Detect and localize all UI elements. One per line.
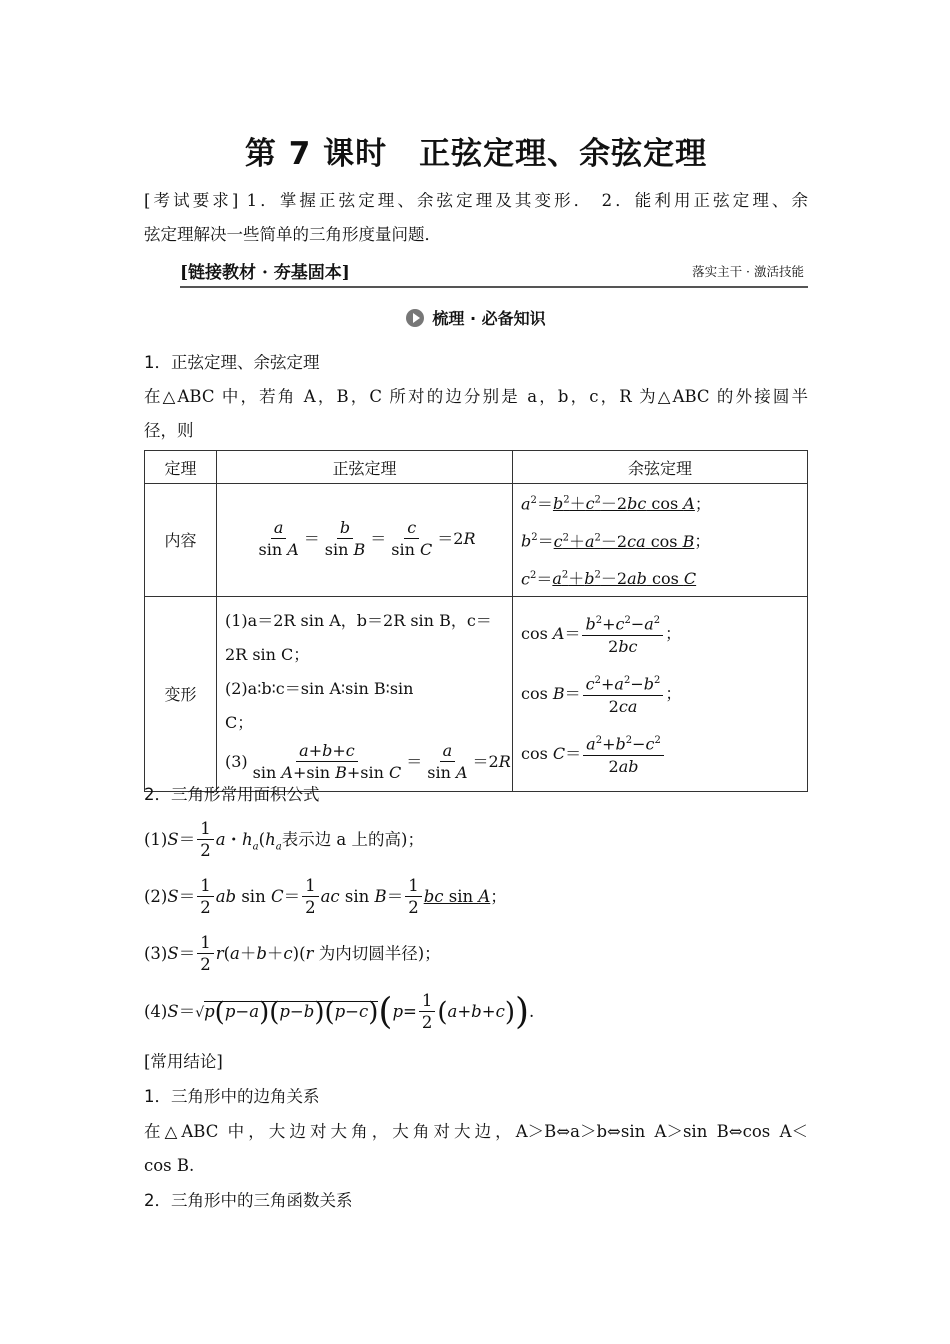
table-row [145, 484, 808, 597]
title-topic: 正弦定理、余弦定理 [419, 136, 708, 172]
theorem-table [144, 450, 808, 792]
requirement-line1 [144, 184, 808, 218]
table-header: 余弦定理 [513, 451, 808, 484]
sine-law-formula: $\frac{a}{\text{sin A}}$ ＝ $\frac{b}{\text{sin B}}$ ＝ $\frac{c}{\text{sin C}}$ ＝2R [217, 484, 513, 597]
requirement-tag: [考试要求] [144, 191, 239, 210]
section1-intro-line1: 在△ABC 中，若角 A，B，C 所对的边分别是 a，b，c，R 为△ABC 的外接圆半 [144, 387, 808, 406]
variant-line: 2R sin C； [225, 644, 310, 664]
area-formula-2: (2)S＝ $\frac{1}{2}$ ab sin C＝ $\frac{1}{2}$ ac sin B＝ $\frac{1}{2}$ bc sin A； [144, 876, 507, 917]
conclusion1-line2: cos B. [144, 1156, 195, 1175]
table-row [145, 596, 808, 791]
conclusion1-heading: 1．三角形中的边角关系 [144, 1087, 320, 1106]
section2-heading: 2．三角形常用面积公式 [144, 785, 320, 804]
section-banner [180, 258, 808, 288]
page-title [144, 128, 808, 173]
variant-line: (1)a＝2R sin A，b＝2R sin B，c＝ [225, 610, 492, 630]
section1-intro-line2: 径，则 [144, 421, 194, 440]
subheading [144, 306, 808, 329]
title-lesson: 第 7 课时 [244, 136, 388, 172]
area-formula-1: (1)S＝ $\frac{1}{2}$ a・$h_a(h_a$表示边 a 上的高)； [144, 819, 424, 860]
requirement-text: 1．掌握正弦定理、余弦定理及其变形． 2．能利用正弦定理、余 [238, 191, 808, 210]
section1-heading: 1．正弦定理、余弦定理 [144, 353, 320, 372]
cosine-law-formulas: $a^2=b^2+c^2-2bc$ cos A； $b^2=c^2+a^2-2ca$ cos B； $c^2=a^2+b^2-2ab$ cos C [513, 484, 808, 597]
row-label: 变形 [145, 596, 217, 791]
sine-law-variants [217, 596, 513, 791]
banner-title: [链接教材 · 夯基固本] [180, 263, 350, 283]
banner-slogan: 落实主干 · 激活技能 [692, 264, 804, 279]
conclusion2-heading: 2．三角形中的三角函数关系 [144, 1191, 353, 1210]
table-header-row [145, 451, 808, 484]
variant-line: (3) $\frac{a+b+c}{\text{sin A+sin B+sin C}}$ ＝ $\frac{a}{\text{sin A}}$ ＝2R [225, 740, 511, 782]
area-formula-4: (4)S＝√p(p−a)(p−b)(p−c)(p= $\frac{1}{2}$ (a+b+c)). [144, 991, 535, 1033]
formula1-note: 表示边 a 上的高)； [281, 830, 424, 849]
subheading-text: 梳理 · 必备知识 [432, 309, 546, 328]
formula3-note: 为内切圆半径)； [318, 944, 441, 963]
conclusion1-line1: 在△ABC 中，大边对大角，大角对大边，A＞B⇔a＞b⇔sin A＞sin B⇔cos A＜ [144, 1122, 808, 1141]
variant-line: (2)a∶b∶c＝sin A∶sin B∶sin [225, 678, 414, 698]
table-header: 定理 [145, 451, 217, 484]
conclusions-tag: [常用结论] [144, 1052, 223, 1071]
play-icon [406, 309, 424, 327]
variant-line: C； [225, 712, 254, 732]
area-formula-3: (3)S＝ $\frac{1}{2}$ r(a＋b＋c)(r 为内切圆半径)； [144, 933, 441, 974]
requirement-line2: 弦定理解决一些简单的三角形度量问题． [144, 225, 441, 244]
row-label: 内容 [145, 484, 217, 597]
table-header: 正弦定理 [217, 451, 513, 484]
cosine-law-variants: cos A＝ $\frac{b^2+c^2-a^2}{2bc}$ ； cos B＝ $\frac{c^2+a^2-b^2}{2ca}$ ； cos C＝ $\frac{a^2+b^2-c^2}{2ab}$ [513, 596, 808, 791]
